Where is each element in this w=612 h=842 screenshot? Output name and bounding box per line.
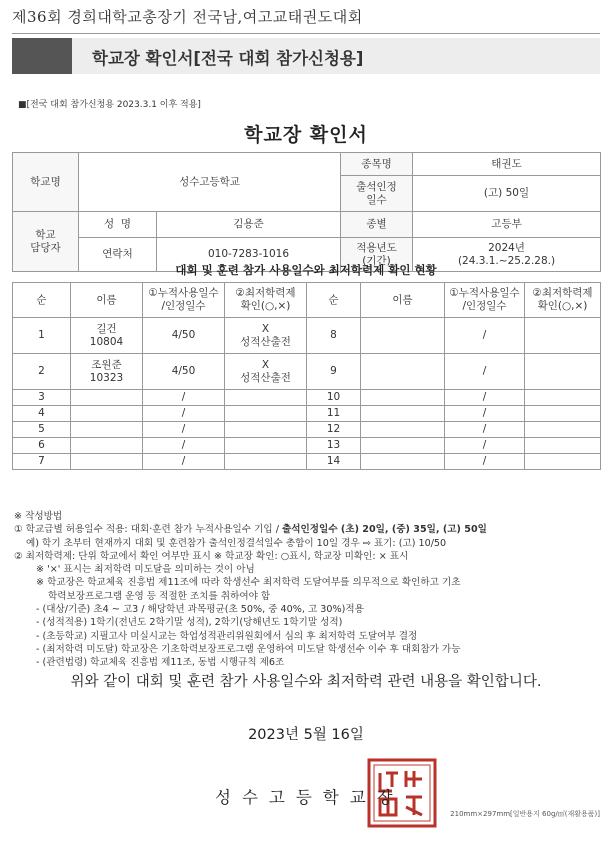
row-min xyxy=(225,318,307,354)
contact-value: 010-7283-1016 xyxy=(157,238,341,272)
student-name: 길건 xyxy=(96,322,117,335)
criteria-elementary: - (초등학교) 지필고사 미실시교는 학업성적관리위원회에서 심의 후 최저학력 도달여부 결정 xyxy=(36,630,418,642)
row-days-right: / xyxy=(445,438,525,454)
row-name-right xyxy=(361,354,445,390)
table-row xyxy=(13,454,601,470)
usage-table xyxy=(12,282,601,470)
criteria-target: - (대상/기준) 초4 ~ 고3 / 해당학년 과목평균(초 50%, 중 40%, 고 30%)적용 xyxy=(36,604,364,616)
name-value: 김용준 xyxy=(157,212,341,238)
row-name xyxy=(71,422,143,438)
row-name xyxy=(71,454,143,470)
min-note: 성적산출전 xyxy=(240,371,291,384)
name-label: 성 명 xyxy=(79,212,157,238)
row-min xyxy=(225,390,307,406)
year-value: 2024년 xyxy=(488,241,525,254)
col-no-right: 순 xyxy=(307,283,361,318)
application-note: ■[전국 대회 참가신청용 2023.3.1 이후 적용] xyxy=(18,100,201,110)
row-name xyxy=(71,438,143,454)
row-min-right xyxy=(525,354,601,390)
school-principal-signature: 성수고등학교장 xyxy=(215,788,404,807)
min-mark: X xyxy=(261,358,270,371)
row-no-right: 9 xyxy=(307,354,361,390)
row-name xyxy=(71,390,143,406)
row-days: 4/50 xyxy=(143,354,225,390)
row-min-right xyxy=(525,438,601,454)
row-days: / xyxy=(143,438,225,454)
instruction-1-example: 예) 학기 초부터 현재까지 대회 및 훈련참가 출석인정결석일수 총합이 10일 경우 ⇨ 표기: (고) 10/50 xyxy=(26,537,447,549)
main-title: 학교장 확인서 xyxy=(244,124,368,146)
student-id: 10804 xyxy=(89,335,124,348)
instruction-2: ② 최저학력제: 단위 학교에서 확인 여부만 표시 ※ 학교장 확인: ○표시, 학교장 미확인: × 표시 xyxy=(14,550,409,562)
row-days: / xyxy=(143,390,225,406)
manager-label: 학교 담당자 xyxy=(13,212,79,272)
row-min-right xyxy=(525,318,601,354)
attendance-value: (고) 50일 xyxy=(413,176,601,212)
usage-section-heading: 대회 및 훈련 참가 사용일수와 최저학력제 확인 현황 xyxy=(175,263,437,277)
row-no: 6 xyxy=(13,438,71,454)
paper-spec: 210mm×297mm[일반용지 60g/㎡(재활용품)] xyxy=(450,810,600,818)
min-note: 성적산출전 xyxy=(240,335,291,348)
row-no: 7 xyxy=(13,454,71,470)
col-min: ②최저학력제 확인(○,×) xyxy=(225,283,307,318)
row-name-right xyxy=(361,318,445,354)
row-name-right xyxy=(361,390,445,406)
instruction-note-1: ※ '×' 표시는 최저학력 미도달을 의미하는 것이 아님 xyxy=(36,564,255,576)
period-value: (24.3.1.~25.2.28.) xyxy=(457,254,556,267)
row-name-right xyxy=(361,454,445,470)
row-no: 5 xyxy=(13,422,71,438)
instruction-note-2: ※ 학교장은 학교체육 진흥법 제11조에 따라 학생선수 최저학력 도달여부를 의무적으로 확인하고 기초 xyxy=(36,577,461,589)
row-min-right xyxy=(525,406,601,422)
row-name-right xyxy=(361,422,445,438)
school-value: 성수고등학교 xyxy=(79,153,341,212)
criteria-grades: - (성적적용) 1학기(전년도 2학기말 성적), 2학기(당해년도 1학기말 성적) xyxy=(36,617,343,629)
col-name-right: 이름 xyxy=(361,283,445,318)
instruction-1-emphasis: 출석인정일수 (초) 20일, (중) 35일, (고) 50일 xyxy=(281,524,487,536)
contact-label: 연락처 xyxy=(79,238,157,272)
row-min xyxy=(225,438,307,454)
min-mark: X xyxy=(261,322,270,335)
year-label: 적용년도 (기간) xyxy=(341,238,413,272)
row-min-right xyxy=(525,454,601,470)
row-min xyxy=(225,354,307,390)
table-row xyxy=(13,406,601,422)
table-row xyxy=(13,390,601,406)
row-days: / xyxy=(143,422,225,438)
row-min-right xyxy=(525,390,601,406)
criteria-below: - (최저학력 미도달) 학교장은 기초학력보장프로그램 운영하여 미도달 학생선수 이수 후 대회참가 가능 xyxy=(36,643,461,655)
row-name xyxy=(71,406,143,422)
row-days: / xyxy=(143,454,225,470)
row-no: 2 xyxy=(13,354,71,390)
row-no-right: 13 xyxy=(307,438,361,454)
attendance-label: 출석인정 일수 xyxy=(341,176,413,212)
col-min-right: ②최저학력제 확인(○,×) xyxy=(525,283,601,318)
doc-title: 학교장 확인서[전국 대회 참가신청용] xyxy=(92,49,364,68)
division-label: 종별 xyxy=(341,212,413,238)
row-no-right: 14 xyxy=(307,454,361,470)
doc-title-mark xyxy=(12,38,72,74)
instructions xyxy=(14,510,604,670)
row-no: 1 xyxy=(13,318,71,354)
row-days-right: / xyxy=(445,354,525,390)
row-days-right: / xyxy=(445,318,525,354)
student-name: 조원준 xyxy=(91,358,122,371)
instruction-note-2b: 학력보장프로그램 운영 등 적절한 조치를 취하여야 함 xyxy=(48,590,271,602)
col-days-right: ①누적사용일수 /인정일수 xyxy=(445,283,525,318)
sport-label: 종목명 xyxy=(341,153,413,176)
row-days: / xyxy=(143,406,225,422)
row-min xyxy=(225,422,307,438)
instruction-1 xyxy=(14,523,604,536)
row-name-right xyxy=(361,438,445,454)
row-name-right xyxy=(361,406,445,422)
col-name: 이름 xyxy=(71,283,143,318)
criteria-law: - (관련법령) 학교체육 진흥법 제11조, 동법 시행규칙 제6조 xyxy=(36,657,285,669)
table-row xyxy=(13,318,601,354)
row-min xyxy=(225,454,307,470)
row-name xyxy=(71,318,143,354)
table-row xyxy=(13,354,601,390)
table-row xyxy=(13,438,601,454)
sport-value: 태권도 xyxy=(413,153,601,176)
row-min-right xyxy=(525,422,601,438)
row-min xyxy=(225,406,307,422)
usage-header-row xyxy=(13,283,601,318)
school-label: 학교명 xyxy=(13,153,79,212)
row-no-right: 10 xyxy=(307,390,361,406)
student-id: 10323 xyxy=(89,371,124,384)
row-days: 4/50 xyxy=(143,318,225,354)
row-days-right: / xyxy=(445,390,525,406)
row-no: 3 xyxy=(13,390,71,406)
instructions-heading: ※ 작성방법 xyxy=(14,511,63,522)
table-row xyxy=(13,422,601,438)
instruction-1-text: ① 학교급별 허용일수 적용: 대회·훈련 참가 누적사용일수 기입 / xyxy=(14,524,282,536)
col-no: 순 xyxy=(13,283,71,318)
col-days: ①누적사용일수 /인정일수 xyxy=(143,283,225,318)
row-no-right: 8 xyxy=(307,318,361,354)
row-no-right: 12 xyxy=(307,422,361,438)
row-days-right: / xyxy=(445,454,525,470)
event-title: 제36회 경희대학교총장기 전국남,여고교태권도대회 xyxy=(12,8,363,26)
confirmation-text: 위와 같이 대회 및 훈련 참가 사용일수와 최저학력 관련 내용을 확인합니다. xyxy=(70,674,542,690)
row-no-right: 11 xyxy=(307,406,361,422)
issue-date: 2023년 5월 16일 xyxy=(248,727,364,743)
row-days-right: / xyxy=(445,406,525,422)
header-divider xyxy=(12,33,600,34)
row-days-right: / xyxy=(445,422,525,438)
row-no: 4 xyxy=(13,406,71,422)
info-table xyxy=(12,152,601,272)
row-name xyxy=(71,354,143,390)
division-value: 고등부 xyxy=(413,212,601,238)
